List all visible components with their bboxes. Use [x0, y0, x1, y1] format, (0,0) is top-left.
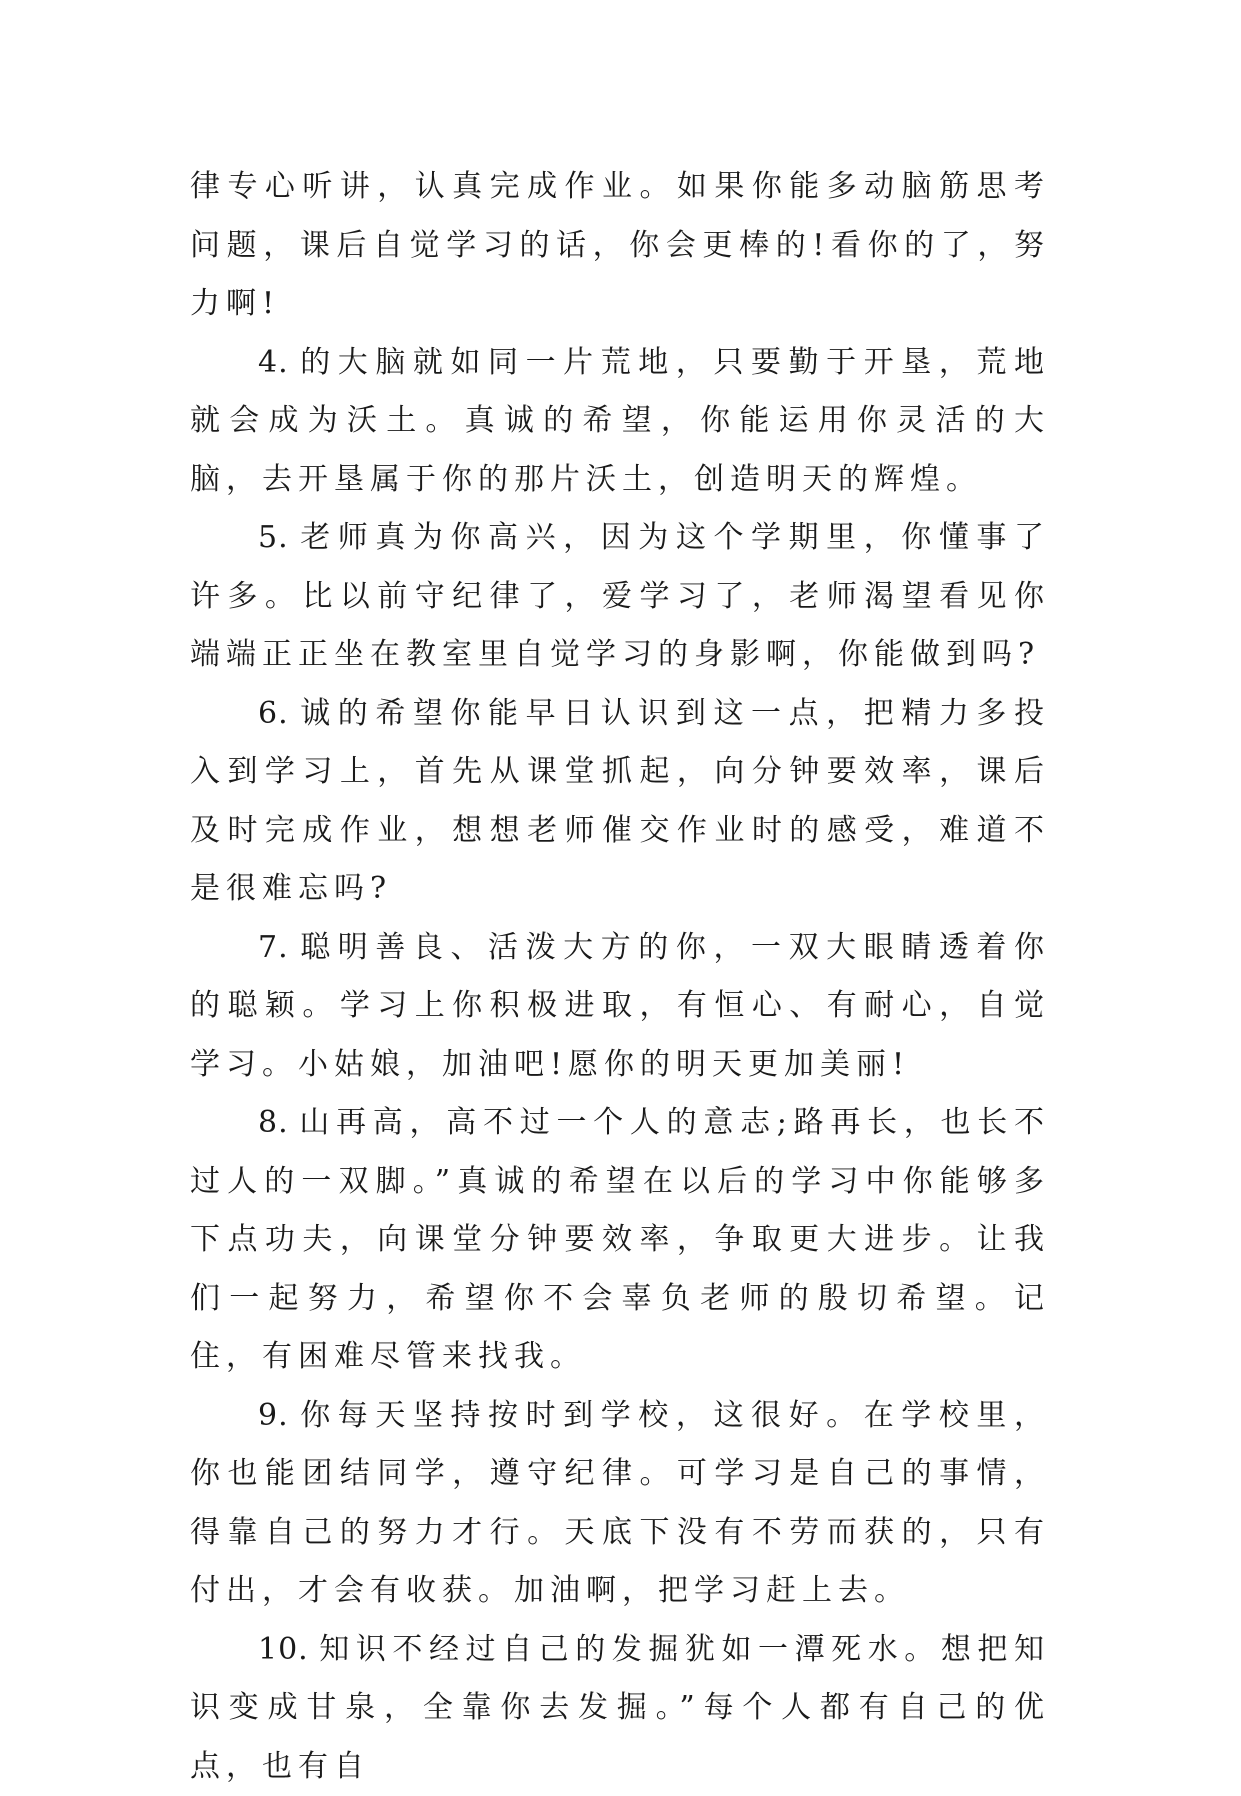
paragraph-text: 老师真为你高兴，因为这个学期里，你懂事了许多。比以前守纪律了，爱学习了，老师渴望看见你端端正正坐在教室里自觉学习的身影啊，你能做到吗?: [190, 520, 1050, 672]
paragraph-8: [190, 1094, 1050, 1387]
paragraph-text: 山再高，高不过一个人的意志;路再长，也长不过人的一双脚。”真诚的希望在以后的学习中你能够多下点功夫，向课堂分钟要效率，争取更大进步。让我们一起努力，希望你不会辜负老师的殷切希望。记住，有困难尽管来找我。: [190, 1105, 1050, 1374]
paragraph-number: 6.: [258, 696, 289, 731]
paragraph-9: [190, 1387, 1050, 1621]
paragraph-number: 8.: [258, 1105, 289, 1140]
paragraph-continued: [190, 158, 1050, 334]
paragraph-text: 诚的希望你能早日认识到这一点，把精力多投入到学习上，首先从课堂抓起，向分钟要效率，课后及时完成作业，想想老师催交作业时的感受，难道不是很难忘吗?: [190, 696, 1050, 907]
paragraph-text: 的大脑就如同一片荒地，只要勤于开垦，荒地就会成为沃土。真诚的希望，你能运用你灵活的大脑，去开垦属于你的那片沃土，创造明天的辉煌。: [190, 345, 1050, 497]
paragraph-6: [190, 685, 1050, 919]
paragraph-text: 聪明善良、活泼大方的你，一双大眼睛透着你的聪颖。学习上你积极进取，有恒心、有耐心，自觉学习。小姑娘，加油吧!愿你的明天更加美丽!: [190, 930, 1050, 1082]
paragraph-number: 9.: [258, 1398, 289, 1433]
paragraph-text: 律专心听讲，认真完成作业。如果你能多动脑筋思考问题，课后自觉学习的话，你会更棒的!看你的了，努力啊!: [190, 169, 1050, 321]
paragraph-5: [190, 509, 1050, 685]
document-body: [190, 158, 1050, 1796]
paragraph-number: 5.: [258, 520, 289, 555]
paragraph-number: 7.: [258, 930, 289, 965]
paragraph-4: [190, 334, 1050, 510]
paragraph-7: [190, 919, 1050, 1095]
paragraph-number: 4.: [258, 345, 289, 380]
paragraph-number: 10.: [258, 1632, 309, 1667]
paragraph-text: 你每天坚持按时到学校，这很好。在学校里，你也能团结同学，遵守纪律。可学习是自己的事情，得靠自己的努力才行。天底下没有不劳而获的，只有付出，才会有收获。加油啊，把学习赶上去。: [190, 1398, 1050, 1609]
paragraph-10: [190, 1621, 1050, 1796]
paragraph-text: 知识不经过自己的发掘犹如一潭死水。想把知识变成甘泉，全靠你去发掘。”每个人都有自己的优点，也有自: [190, 1632, 1050, 1784]
